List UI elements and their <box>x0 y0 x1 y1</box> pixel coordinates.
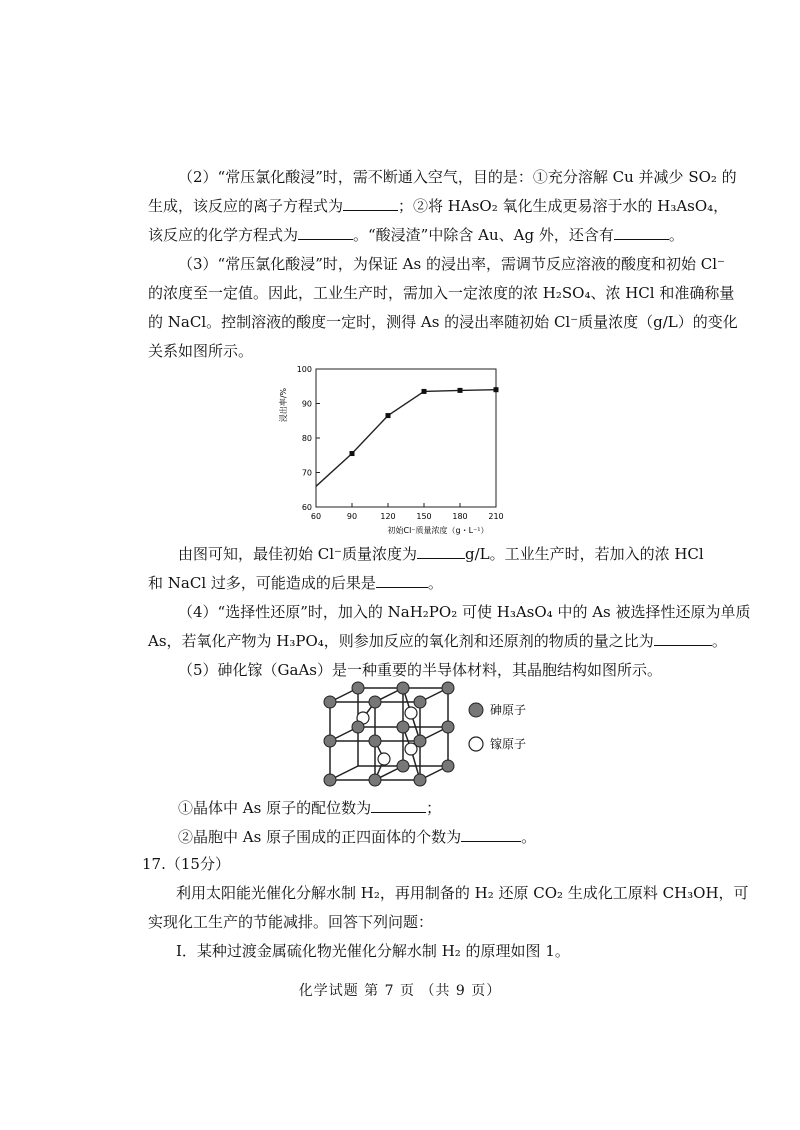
ga-atom <box>442 721 454 733</box>
q2-line2b: ；②将 HAsO₂ 氧化生成更易溶于水的 H₃AsO₄， <box>398 197 729 215</box>
ga-atom <box>324 735 336 747</box>
x-tick-label: 180 <box>452 512 468 521</box>
q5-sub1b: ； <box>426 799 442 817</box>
q2-line3 <box>148 225 684 245</box>
q3-after1b: g/L。工业生产时，若加入的浓 HCl <box>464 545 704 563</box>
y-tick-label: 70 <box>301 468 312 478</box>
ga-atom <box>414 774 426 786</box>
ga-atom <box>352 682 364 694</box>
q3-after1 <box>178 544 704 564</box>
q2-line3a: 该反应的化学方程式为 <box>148 226 299 244</box>
q5-sub1 <box>178 798 441 818</box>
ga-atom <box>414 696 426 708</box>
q4-line2a: As，若氧化产物为 H₃PO₄，则参加反应的氧化剂和还原剂的物质的量之比为 <box>148 632 654 650</box>
q17-header: 17.（15分） <box>142 855 230 873</box>
data-point <box>350 451 355 456</box>
q17-line1: 利用太阳能光催化分解水制 H₂，再用制备的 H₂ 还原 CO₂ 生成化工原料 CH₃OH，可 <box>176 884 749 902</box>
legend-as-label: 砷原子 <box>490 703 527 717</box>
y-tick-label: 100 <box>296 365 312 374</box>
q2-line3c: 。 <box>668 226 684 244</box>
q3-after2a: 和 NaCl 过多，可能造成的后果是 <box>148 574 376 592</box>
answer-blank[interactable] <box>614 225 669 240</box>
q5-sub1a: ①晶体中 As 原子的配位数为 <box>178 799 372 817</box>
x-tick-label: 120 <box>380 512 396 521</box>
legend-ga-label: 镓原子 <box>490 737 527 751</box>
q3-after2b: 。 <box>427 574 443 592</box>
x-axis-label: 初始Cl⁻质量浓度（g・L⁻¹） <box>387 526 489 535</box>
answer-blank[interactable] <box>654 631 712 646</box>
page-footer: 化学试题 第 7 页 （共 9 页） <box>298 983 502 999</box>
q4-line1: （4）“选择性还原”时，加入的 NaH₂PO₂ 可使 H₃AsO₄ 中的 As 被选择性还原为单质 <box>178 603 751 621</box>
y-tick-label: 80 <box>301 434 312 443</box>
y-tick-label: 60 <box>301 503 312 512</box>
answer-blank[interactable] <box>343 196 398 211</box>
ga-atom <box>324 696 336 708</box>
ga-atom <box>442 682 454 694</box>
as-atom <box>378 753 390 765</box>
y-axis-label: 浸出率/% <box>279 387 288 423</box>
answer-blank[interactable] <box>376 573 428 588</box>
ga-atom <box>324 774 336 786</box>
leach-rate-chart <box>268 355 538 540</box>
cube-edges <box>330 688 448 780</box>
x-tick-label: 90 <box>346 512 358 521</box>
q2-line3b: 。“酸浸渣”中除含 Au、Ag 外，还含有 <box>353 226 614 244</box>
series-line <box>316 390 496 487</box>
answer-blank[interactable] <box>371 798 426 813</box>
data-point <box>494 387 499 392</box>
answer-blank[interactable] <box>298 225 353 240</box>
ga-atom <box>369 774 381 786</box>
q3-line3: 的 NaCl。控制溶液的酸度一定时，测得 As 的浸出率随初始 Cl⁻质量浓度（g/L）的变化 <box>148 313 738 331</box>
q4-line2 <box>148 631 727 651</box>
as-atom <box>405 707 417 719</box>
x-tick-label: 150 <box>416 512 432 521</box>
ga-atom <box>442 760 454 772</box>
ga-atom <box>352 721 364 733</box>
q5-sub2 <box>178 827 536 847</box>
q3-line4: 关系如图所示。 <box>148 342 254 360</box>
y-tick-label: 90 <box>301 399 312 409</box>
gaas-unit-cell-diagram <box>318 680 578 790</box>
data-point <box>458 388 463 393</box>
ga-atom <box>369 696 381 708</box>
ga-atom <box>369 735 381 747</box>
q5-line1: （5）砷化镓（GaAs）是一种重要的半导体材料，其晶胞结构如图所示。 <box>178 661 663 679</box>
q2-line2a: 生成，该反应的离子方程式为 <box>148 197 344 215</box>
ga-atom <box>397 760 409 772</box>
x-tick-label: 210 <box>488 512 504 521</box>
chart-ticks <box>297 365 504 521</box>
q2-line1: （2）“常压氯化酸浸”时，需不断通入空气，目的是：①充分溶解 Cu 并减少 SO₂ 的 <box>178 168 737 186</box>
q3-line1: （3）“常压氯化酸浸”时，为保证 As 的浸出率，需调节反应溶液的酸度和初始 Cl⁻ <box>178 255 725 273</box>
answer-blank[interactable] <box>461 827 521 842</box>
q17-part1: Ⅰ．某种过渡金属硫化物光催化分解水制 H₂ 的原理如图 1。 <box>176 942 570 960</box>
ga-atom <box>397 682 409 694</box>
q2-line2 <box>148 196 728 216</box>
q5-sub2b: 。 <box>521 828 537 846</box>
q17-line2: 实现化工生产的节能减排。回答下列问题： <box>148 913 434 931</box>
legend-ga-marker <box>469 737 483 751</box>
answer-blank[interactable] <box>417 544 465 559</box>
data-point <box>422 389 427 394</box>
chart-series <box>316 387 499 486</box>
q5-sub2a: ②晶胞中 As 原子围成的正四面体的个数为 <box>178 828 462 846</box>
ga-atom <box>397 721 409 733</box>
legend-as-marker <box>469 703 483 717</box>
q3-after2 <box>148 573 443 593</box>
q3-after1a: 由图可知，最佳初始 Cl⁻质量浓度为 <box>178 545 417 563</box>
ga-atom <box>414 735 426 747</box>
q3-line2: 的浓度至一定值。因此，工业生产时，需加入一定浓度的浓 H₂SO₄、浓 HCl 和准确称量 <box>148 284 735 302</box>
as-atoms <box>357 707 417 765</box>
data-point <box>386 413 391 418</box>
q4-line2b: 。 <box>711 632 727 650</box>
x-tick-label: 60 <box>310 512 322 521</box>
